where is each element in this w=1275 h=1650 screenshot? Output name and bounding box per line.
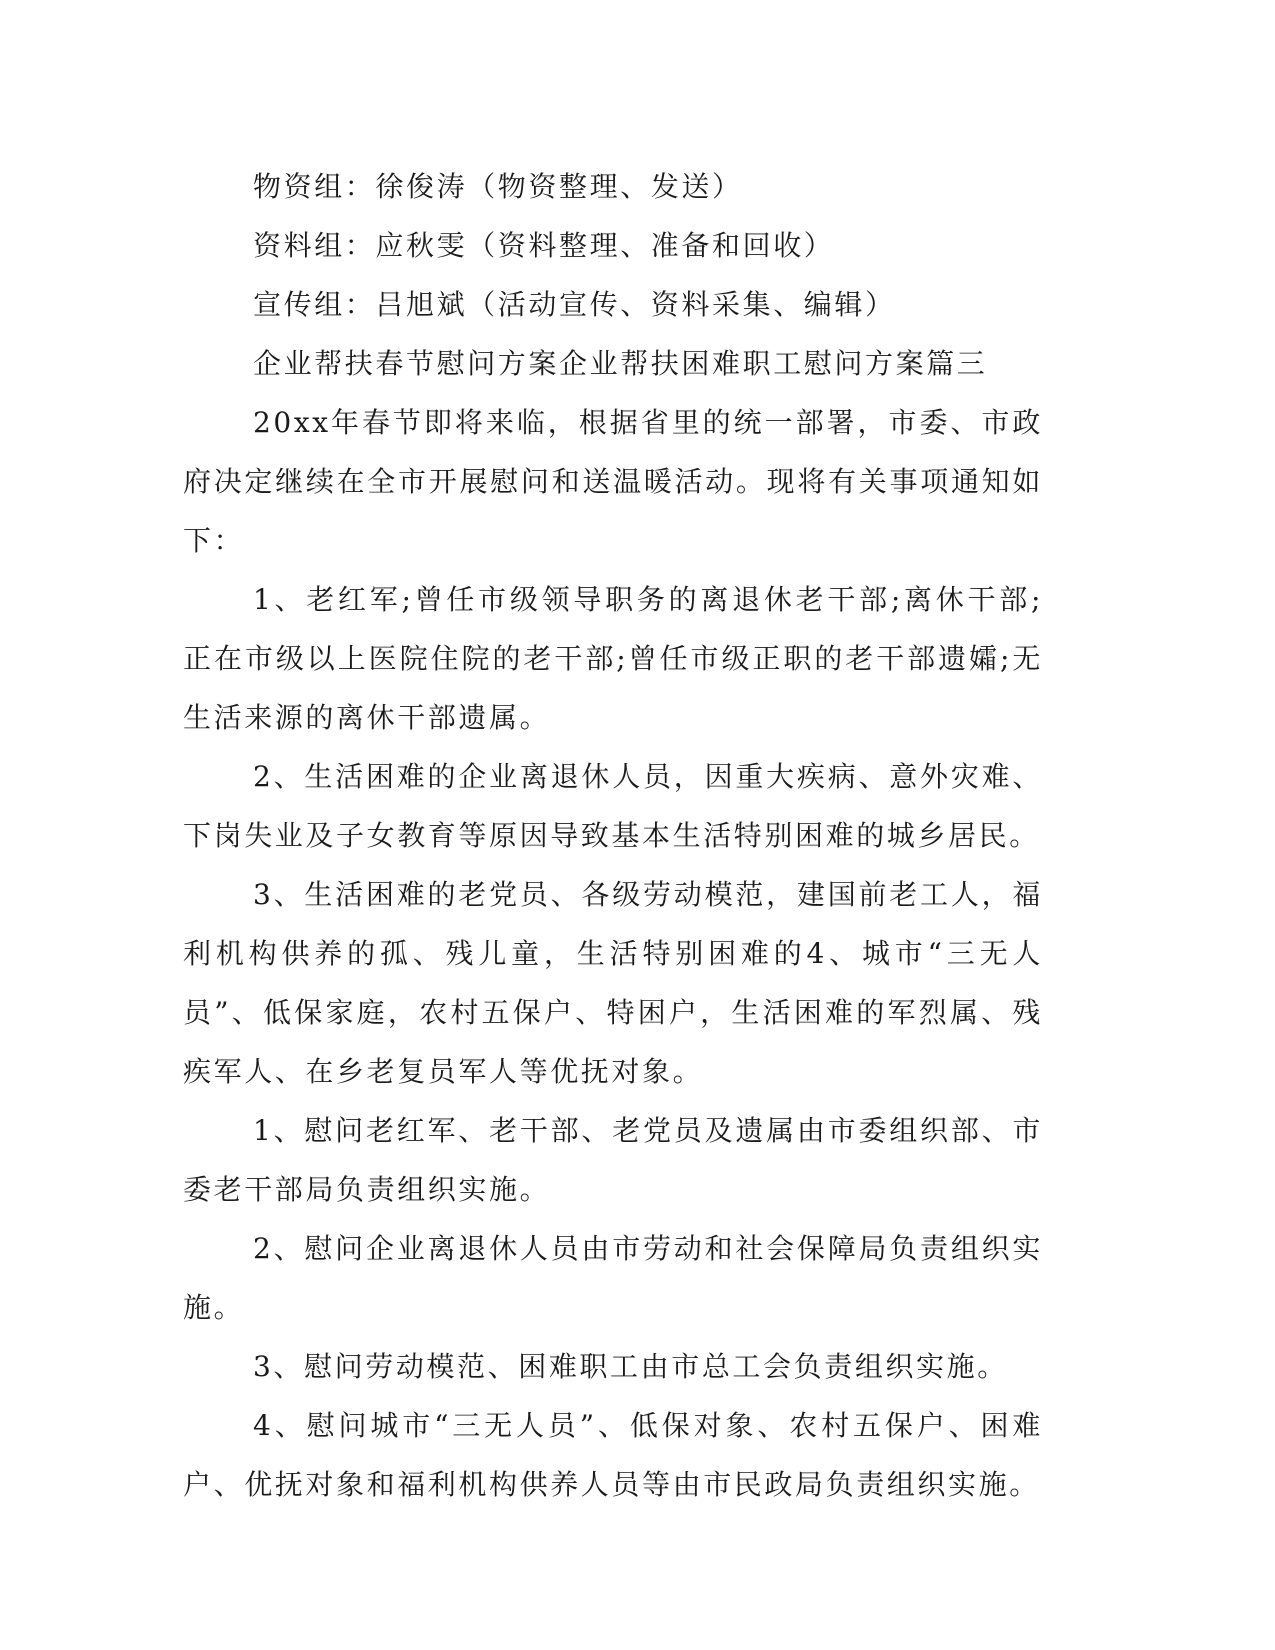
document-body: [183, 157, 1043, 1514]
paragraph-responsibility-4: 4、慰问城市“三无人员”、低保对象、农村五保户、困难户、优抚对象和福利机构供养人员等由市民政局负责组织实施。: [183, 1409, 1043, 1501]
paragraph-target-3: 3、生活困难的老党员、各级劳动模范，建国前老工人，福利机构供养的孤、残儿童，生活特别困难的4、城市“三无人员”、低保家庭，农村五保户、特困户，生活困难的军烈属、残疾军人、在乡老复员军人等优抚对象。: [183, 878, 1043, 1088]
paragraph-target-2: 2、生活困难的企业离退休人员，因重大疾病、意外灾难、下岗失业及子女教育等原因导致基本生活特别困难的城乡居民。: [183, 760, 1043, 852]
paragraph-supplies-group: 物资组：徐俊涛（物资整理、发送）: [253, 170, 743, 203]
paragraph-intro: 20xx年春节即将来临，根据省里的统一部署，市委、市政府决定继续在全市开展慰问和送温暖活动。现将有关事项通知如下：: [183, 406, 1043, 557]
paragraph-target-1: 1、老红军;曾任市级领导职务的离退休老干部;离休干部;正在市级以上医院住院的老干部;曾任市级正职的老干部遗孀;无生活来源的离休干部遗属。: [183, 583, 1043, 734]
paragraph-responsibility-1: 1、慰问老红军、老干部、老党员及遗属由市委组织部、市委老干部局负责组织实施。: [183, 1114, 1043, 1206]
paragraph-publicity-group: 宣传组：吕旭斌（活动宣传、资料采集、编辑）: [253, 288, 896, 321]
section-heading: 企业帮扶春节慰问方案企业帮扶困难职工慰问方案篇三: [253, 347, 988, 380]
paragraph-responsibility-3: 3、慰问劳动模范、困难职工由市总工会负责组织实施。: [253, 1350, 1008, 1383]
paragraph-responsibility-2: 2、慰问企业离退休人员由市劳动和社会保障局负责组织实施。: [183, 1232, 1043, 1324]
paragraph-materials-group: 资料组：应秋雯（资料整理、准备和回收）: [253, 229, 835, 262]
